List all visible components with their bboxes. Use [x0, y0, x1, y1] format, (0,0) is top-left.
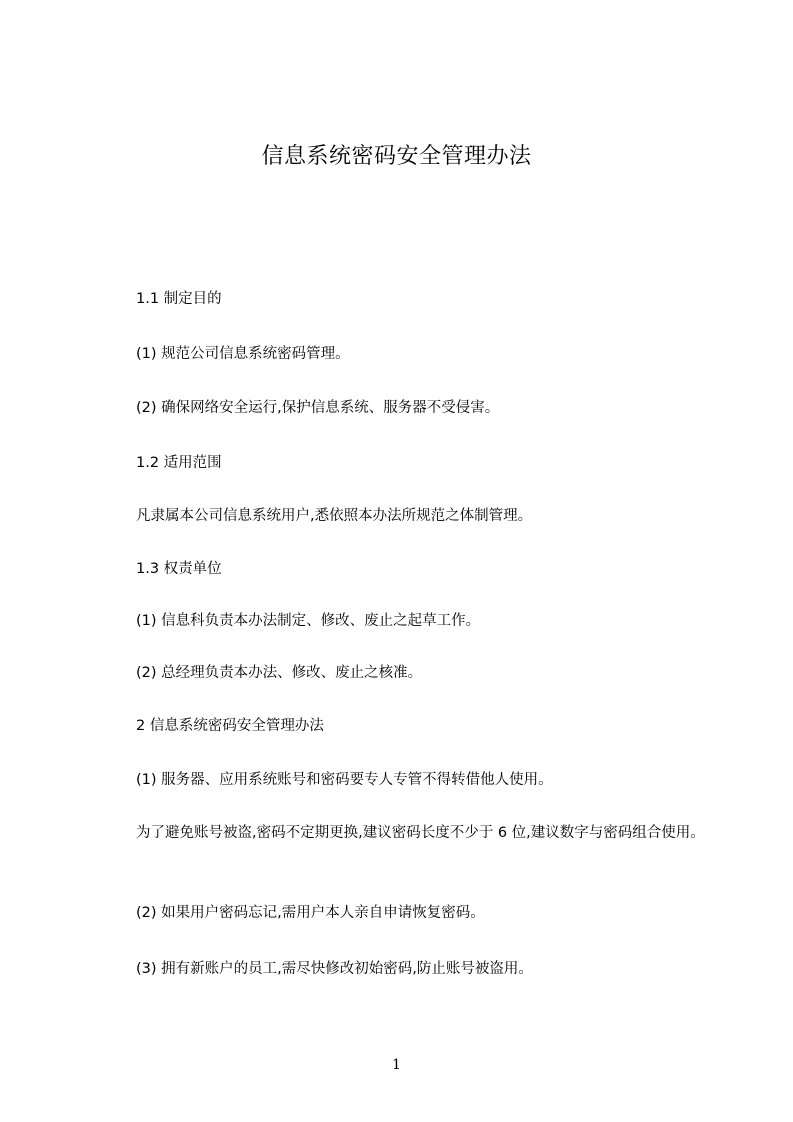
paragraph-policy-2: (2) 如果用户密码忘记,需用户本人亲自申请恢复密码。	[136, 905, 485, 921]
section-heading-password-policy: 2 信息系统密码安全管理办法	[136, 718, 324, 734]
paragraph-scope: 凡隶属本公司信息系统用户,悉依照本办法所规范之体制管理。	[136, 508, 533, 524]
page-number: 1	[392, 1057, 401, 1073]
section-heading-scope: 1.2 适用范围	[136, 455, 222, 471]
document-title: 信息系统密码安全管理办法	[261, 144, 532, 169]
paragraph-responsibility-2: (2) 总经理负责本办法、修改、废止之核准。	[136, 665, 423, 681]
section-heading-purpose: 1.1 制定目的	[136, 291, 222, 307]
paragraph-policy-3: (3) 拥有新账户的员工,需尽快修改初始密码,防止账号被盗用。	[136, 961, 533, 977]
section-heading-responsibility: 1.3 权责单位	[136, 561, 222, 577]
paragraph-policy-note: 为了避免账号被盗,密码不定期更换,建议密码长度不少于 6 位,建议数字与密码组合使用。	[136, 825, 705, 841]
paragraph-purpose-1: (1) 规范公司信息系统密码管理。	[136, 346, 350, 362]
paragraph-policy-1: (1) 服务器、应用系统账号和密码要专人专管不得转借他人使用。	[136, 772, 553, 788]
paragraph-responsibility-1: (1) 信息科负责本办法制定、修改、废止之起草工作。	[136, 613, 481, 629]
paragraph-purpose-2: (2) 确保网络安全运行,保护信息系统、服务器不受侵害。	[136, 400, 500, 416]
